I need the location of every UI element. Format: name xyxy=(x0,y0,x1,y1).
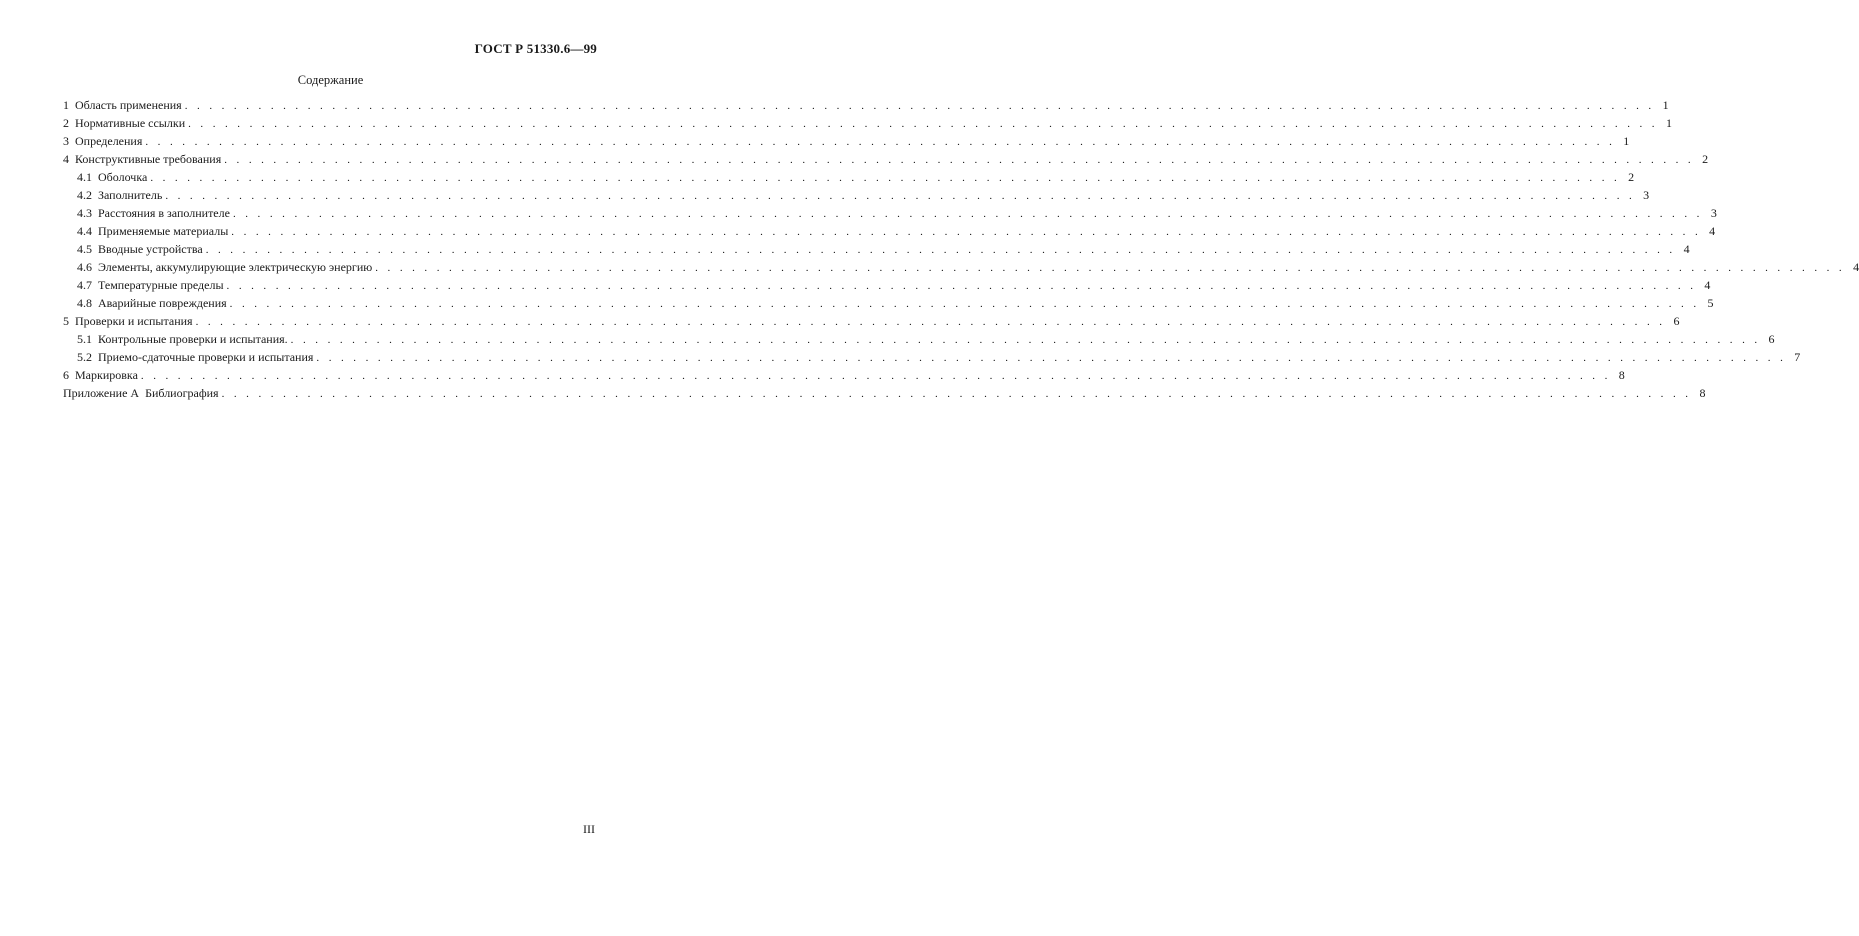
toc-entry[interactable] xyxy=(63,294,1714,312)
toc-entry[interactable] xyxy=(63,276,1711,294)
toc-dot-leader: . . . . . . . . . . . . . . . . . . . . . . . . . . . . . . . . . . . . . . . . . . . . . . . . . . . . . . . . . . . . . . . . . . . . . . . . . . . . . . . . . . . . . . . . . . . . . . . . . . . . . . . . . . . . . . . . . . . . . . . . xyxy=(140,370,1611,382)
toc-entry[interactable] xyxy=(63,168,1635,186)
toc-entry-label: 4 Конструктивные требования xyxy=(63,152,222,166)
toc-dot-leader: . . . . . . . . . . . . . . . . . . . . . . . . . . . . . . . . . . . . . . . . . . . . . . . . . . . . . . . . . . . . . . . . . . . . . . . . . . . . . . . . . . . . . . . . . . . . . . . . . . . . . . . . . . . . . . . . . . . . . . . . xyxy=(316,352,1787,364)
toc-entry-page: 8 xyxy=(1699,386,1706,400)
toc-entry-page: 4 xyxy=(1853,260,1859,274)
toc-entry-label: 4.1 Оболочка xyxy=(77,170,148,184)
toc-dot-leader: . . . . . . . . . . . . . . . . . . . . . . . . . . . . . . . . . . . . . . . . . . . . . . . . . . . . . . . . . . . . . . . . . . . . . . . . . . . . . . . . . . . . . . . . . . . . . . . . . . . . . . . . . . . . . . . . . . . . . . . . xyxy=(165,190,1636,202)
toc-entry-page: 5 xyxy=(1707,296,1714,310)
toc-dot-leader: . . . . . . . . . . . . . . . . . . . . . . . . . . . . . . . . . . . . . . . . . . . . . . . . . . . . . . . . . . . . . . . . . . . . . . . . . . . . . . . . . . . . . . . . . . . . . . . . . . . . . . . . . . . . . . . . . . . . . . . . xyxy=(232,208,1703,220)
toc-entry-label: 2 Нормативные ссылки xyxy=(63,116,186,130)
toc-dot-leader: . . . . . . . . . . . . . . . . . . . . . . . . . . . . . . . . . . . . . . . . . . . . . . . . . . . . . . . . . . . . . . . . . . . . . . . . . . . . . . . . . . . . . . . . . . . . . . . . . . . . . . . . . . . . . . . . . . . . . . . . xyxy=(231,226,1702,238)
toc-entry[interactable] xyxy=(63,132,1630,150)
toc-entry[interactable] xyxy=(63,186,1650,204)
toc-entry[interactable] xyxy=(63,96,1669,114)
toc-entry[interactable] xyxy=(63,258,1859,276)
toc-entry-page: 4 xyxy=(1683,242,1690,256)
toc-entry-label: 4.2 Заполнитель xyxy=(77,188,163,202)
toc-entry-page: 6 xyxy=(1768,332,1775,346)
toc-entry-page: 7 xyxy=(1794,350,1801,364)
toc-entry[interactable] xyxy=(63,384,1706,402)
toc-entry-label: 4.8 Аварийные повреждения xyxy=(77,296,227,310)
toc-dot-leader: . . . . . . . . . . . . . . . . . . . . . . . . . . . . . . . . . . . . . . . . . . . . . . . . . . . . . . . . . . . . . . . . . . . . . . . . . . . . . . . . . . . . . . . . . . . . . . . . . . . . . . . . . . . . . . . . . . . . . . . . xyxy=(290,334,1761,346)
toc-entry-label: 5.1 Контрольные проверки и испытания. xyxy=(77,332,288,346)
toc-entry-label: 3 Определения xyxy=(63,134,143,148)
toc-entry-page: 4 xyxy=(1704,278,1711,292)
toc-dot-leader: . . . . . . . . . . . . . . . . . . . . . . . . . . . . . . . . . . . . . . . . . . . . . . . . . . . . . . . . . . . . . . . . . . . . . . . . . . . . . . . . . . . . . . . . . . . . . . . . . . . . . . . . . . . . . . . . . . . . . . . . xyxy=(224,154,1695,166)
toc-dot-leader: . . . . . . . . . . . . . . . . . . . . . . . . . . . . . . . . . . . . . . . . . . . . . . . . . . . . . . . . . . . . . . . . . . . . . . . . . . . . . . . . . . . . . . . . . . . . . . . . . . . . . . . . . . . . . . . . . . . . . . . . xyxy=(195,316,1666,328)
toc-entry[interactable] xyxy=(63,204,1717,222)
toc-entry-page: 6 xyxy=(1673,314,1680,328)
toc-entry-page: 2 xyxy=(1702,152,1709,166)
toc-entry-label: 5.2 Приемо-сдаточные проверки и испытания xyxy=(77,350,314,364)
toc-entry-label: 1 Область применения xyxy=(63,98,182,112)
toc-entry-page: 1 xyxy=(1662,98,1669,112)
toc-entry-page: 1 xyxy=(1623,134,1630,148)
toc-entry[interactable] xyxy=(63,114,1672,132)
toc-dot-leader: . . . . . . . . . . . . . . . . . . . . . . . . . . . . . . . . . . . . . . . . . . . . . . . . . . . . . . . . . . . . . . . . . . . . . . . . . . . . . . . . . . . . . . . . . . . . . . . . . . . . . . . . . . . . . . . . . . . . . . . . xyxy=(226,280,1697,292)
toc-entry-page: 4 xyxy=(1709,224,1716,238)
toc-entry-label: 4.3 Расстояния в заполнителе xyxy=(77,206,230,220)
table-of-contents xyxy=(63,96,1859,402)
toc-entry[interactable] xyxy=(63,366,1625,384)
toc-entry-label: 4.4 Применяемые материалы xyxy=(77,224,229,238)
toc-entry-label: 6 Маркировка xyxy=(63,368,138,382)
toc-entry[interactable] xyxy=(63,330,1775,348)
toc-dot-leader: . . . . . . . . . . . . . . . . . . . . . . . . . . . . . . . . . . . . . . . . . . . . . . . . . . . . . . . . . . . . . . . . . . . . . . . . . . . . . . . . . . . . . . . . . . . . . . . . . . . . . . . . . . . . . . . . . . . . . . . . xyxy=(375,262,1846,274)
page-number: III xyxy=(583,822,595,836)
toc-entry-page: 8 xyxy=(1618,368,1625,382)
toc-entry-label: 4.6 Элементы, аккумулирующие электрическую энергию xyxy=(77,260,373,274)
toc-entry[interactable] xyxy=(63,240,1690,258)
toc-entry-label: 4.7 Температурные пределы xyxy=(77,278,224,292)
toc-entry-page: 3 xyxy=(1710,206,1717,220)
toc-dot-leader: . . . . . . . . . . . . . . . . . . . . . . . . . . . . . . . . . . . . . . . . . . . . . . . . . . . . . . . . . . . . . . . . . . . . . . . . . . . . . . . . . . . . . . . . . . . . . . . . . . . . . . . . . . . . . . . . . . . . . . . . xyxy=(205,244,1676,256)
toc-entry[interactable] xyxy=(63,150,1709,168)
toc-entry-page: 2 xyxy=(1628,170,1635,184)
toc-dot-leader: . . . . . . . . . . . . . . . . . . . . . . . . . . . . . . . . . . . . . . . . . . . . . . . . . . . . . . . . . . . . . . . . . . . . . . . . . . . . . . . . . . . . . . . . . . . . . . . . . . . . . . . . . . . . . . . . . . . . . . . . xyxy=(184,100,1655,112)
toc-entry[interactable] xyxy=(63,312,1680,330)
toc-dot-leader: . . . . . . . . . . . . . . . . . . . . . . . . . . . . . . . . . . . . . . . . . . . . . . . . . . . . . . . . . . . . . . . . . . . . . . . . . . . . . . . . . . . . . . . . . . . . . . . . . . . . . . . . . . . . . . . . . . . . . . . . xyxy=(188,118,1658,130)
document-code: ГОСТ Р 51330.6—99 xyxy=(474,41,597,56)
toc-entry-label: 5 Проверки и испытания xyxy=(63,314,193,328)
toc-entry-page: 1 xyxy=(1665,116,1672,130)
toc-entry[interactable] xyxy=(63,348,1801,366)
toc-dot-leader: . . . . . . . . . . . . . . . . . . . . . . . . . . . . . . . . . . . . . . . . . . . . . . . . . . . . . . . . . . . . . . . . . . . . . . . . . . . . . . . . . . . . . . . . . . . . . . . . . . . . . . . . . . . . . . . . . . . . . . . . xyxy=(150,172,1621,184)
toc-dot-leader: . . . . . . . . . . . . . . . . . . . . . . . . . . . . . . . . . . . . . . . . . . . . . . . . . . . . . . . . . . . . . . . . . . . . . . . . . . . . . . . . . . . . . . . . . . . . . . . . . . . . . . . . . . . . . . . . . . . . . . . . xyxy=(221,388,1692,400)
toc-entry[interactable] xyxy=(63,222,1716,240)
toc-entry-label: Приложение А Библиография xyxy=(63,386,219,400)
toc-dot-leader: . . . . . . . . . . . . . . . . . . . . . . . . . . . . . . . . . . . . . . . . . . . . . . . . . . . . . . . . . . . . . . . . . . . . . . . . . . . . . . . . . . . . . . . . . . . . . . . . . . . . . . . . . . . . . . . . . . . . . . . . xyxy=(229,298,1700,310)
toc-title: Содержание xyxy=(297,73,364,87)
toc-dot-leader: . . . . . . . . . . . . . . . . . . . . . . . . . . . . . . . . . . . . . . . . . . . . . . . . . . . . . . . . . . . . . . . . . . . . . . . . . . . . . . . . . . . . . . . . . . . . . . . . . . . . . . . . . . . . . . . . . . . . . . . . xyxy=(145,136,1616,148)
toc-entry-label: 4.5 Вводные устройства xyxy=(77,242,203,256)
toc-entry-page: 3 xyxy=(1643,188,1650,202)
